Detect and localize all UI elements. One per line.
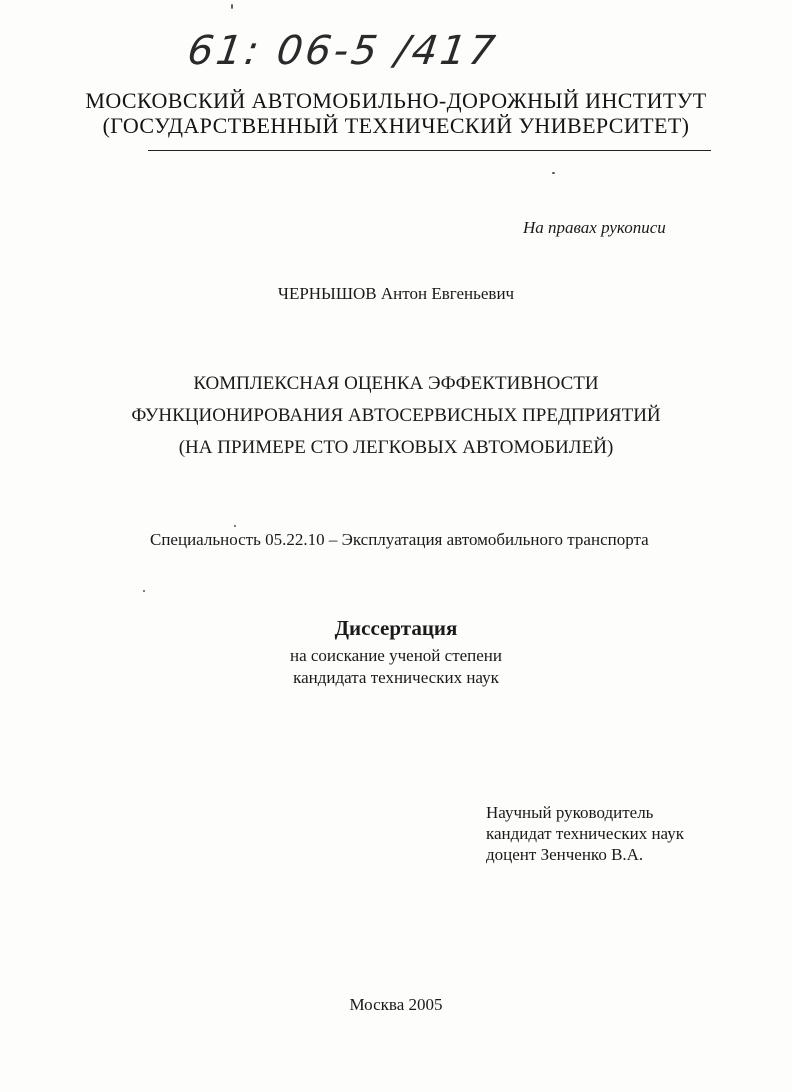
scan-speck [234,525,236,527]
author-name: ЧЕРНЫШОВ Антон Евгеньевич [277,284,515,303]
supervisor-block [486,802,684,865]
scan-speck [552,172,555,174]
thesis-title-line-1: КОМПЛЕКСНАЯ ОЦЕНКА ЭФФЕКТИВНОСТИ [193,373,599,394]
manuscript-rights-note: На правах рукописи [523,218,666,237]
supervisor-role: Научный руководитель [486,803,654,822]
supervisor-name: доцент Зенченко В.А. [486,845,644,864]
city-and-year: Москва 2005 [349,995,443,1014]
scan-speck [143,590,145,592]
institute-name-line-2: (ГОСУДАРСТВЕННЫЙ ТЕХНИЧЕСКИЙ УНИВЕРСИТЕТ) [102,113,690,138]
handwritten-archive-code: 61: 06-5 /417 [184,28,501,74]
thesis-title-line-2: ФУНКЦИОНИРОВАНИЯ АВТОСЕРВИСНЫХ ПРЕДПРИЯТИЙ [131,405,661,426]
scan-speck [231,4,233,9]
institute-name-line-1: МОСКОВСКИЙ АВТОМОБИЛЬНО-ДОРОЖНЫЙ ИНСТИТУТ [85,88,707,113]
speciality-line: Специальность 05.22.10 – Эксплуатация автомобильного транспорта [150,530,649,549]
institute-name [0,88,792,138]
thesis-title-line-3: (НА ПРИМЕРЕ СТО ЛЕГКОВЫХ АВТОМОБИЛЕЙ) [178,437,614,458]
degree-description [0,645,792,689]
document-type-heading: Диссертация [334,616,458,640]
degree-line-2: кандидата технических наук [293,668,499,687]
supervisor-degree: кандидат технических наук [486,824,684,843]
header-divider [148,150,711,151]
thesis-title [0,368,792,464]
degree-line-1: на соискание ученой степени [289,646,503,665]
